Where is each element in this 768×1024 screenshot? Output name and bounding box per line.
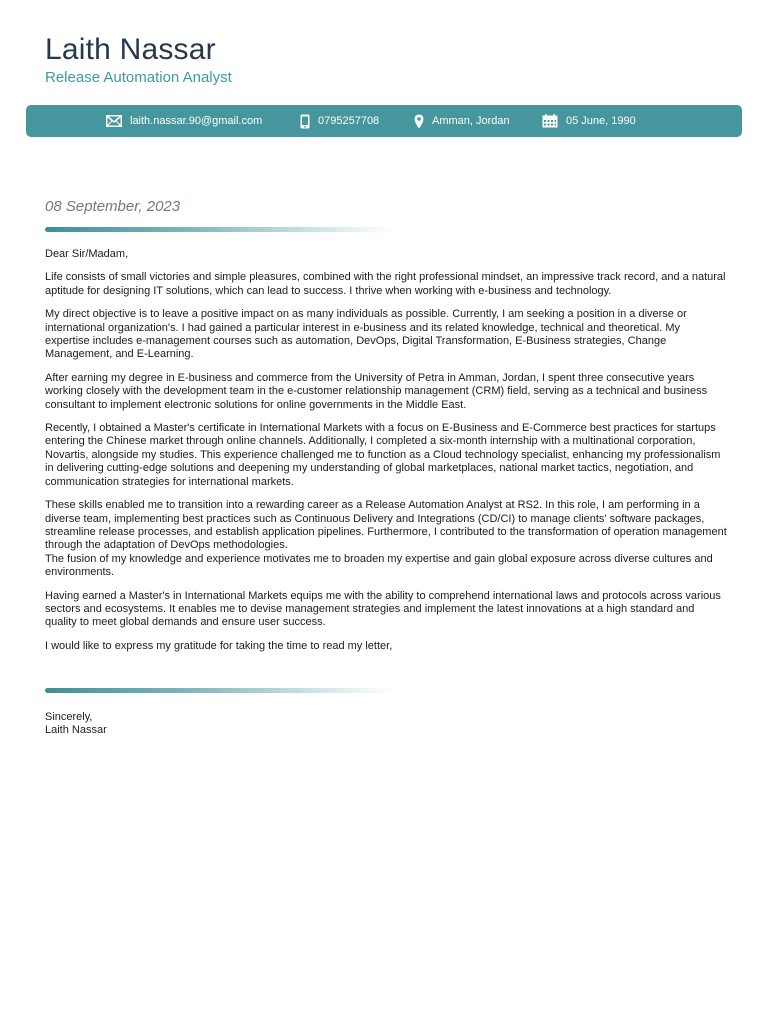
location-text: Amman, Jordan bbox=[432, 115, 510, 127]
paragraph: These skills enabled me to transition into a rewarding career as a Release Automation Analyst at RS2. In this role, I am performing in a diverse team, implementing best practices such as Continuous Delivery and Integrations (CD/CI) to manage clients' software packages, streamline release processes, and establish application pipelines. Furthermore, I contributed to the transformation of operation management through the adaptation of DevOps methodologies. bbox=[45, 499, 727, 552]
birthdate-text: 05 June, 1990 bbox=[566, 115, 636, 127]
job-title: Release Automation Analyst bbox=[45, 69, 232, 86]
paragraph: Recently, I obtained a Master's certificate in International Markets with a focus on E-Business and E-Commerce best practices for startups entering the Chinese market through online channels. Additionally, I completed a six-month internship with a multinational corporation, Novartis, alongside my studies. This experience challenged me to function as a Cloud technology specialist, enhancing my professionalism in delivering cutting-edge solutions and deepening my understanding of global marketplaces, national market tactics, negotiation, and communication strategies for international markets. bbox=[45, 422, 721, 488]
paragraph: My direct objective is to leave a positive impact on as many individuals as possible. Currently, I am seeking a position in a diverse or international organization's. I had gained a particular interest in e-business and its related knowledge, technical and theoretical. My expertise includes e-management courses such as automation, DevOps, Digital Transformation, E-Business strategies, Change Management, and E-Learning. bbox=[45, 308, 687, 361]
letter-body bbox=[45, 248, 727, 663]
contact-phone[interactable] bbox=[300, 105, 379, 137]
applicant-name: Laith Nassar bbox=[45, 33, 216, 66]
paragraph: The fusion of my knowledge and experience motivates me to broaden my expertise and gain global exposure across diverse cultures and environments. bbox=[45, 552, 713, 579]
contact-location bbox=[414, 105, 510, 137]
signature-name: Laith Nassar bbox=[45, 724, 107, 737]
header bbox=[45, 33, 232, 87]
salutation: Dear Sir/Madam, bbox=[45, 248, 129, 260]
closing-paragraph: I would like to express my gratitude for taking the time to read my letter, bbox=[45, 639, 393, 652]
contact-bar bbox=[26, 105, 742, 137]
top-divider bbox=[45, 227, 395, 232]
sign-off: Sincerely, bbox=[45, 711, 93, 723]
paragraph: Having earned a Master's in International Markets equips me with the ability to comprehend international laws and protocols across various sectors and ecosystems. It enables me to devise management strategies and implement the latest innovations at a high standard and quality to meet global demands and ensure user success. bbox=[45, 589, 721, 629]
location-pin-icon bbox=[414, 114, 424, 129]
phone-icon bbox=[300, 114, 310, 129]
contact-email[interactable] bbox=[106, 105, 262, 137]
paragraph: Life consists of small victories and simple pleasures, combined with the right professional mindset, an impressive track record, and a natural aptitude for designing IT solutions, which can lead to success. I thrive when working with e-business and technology. bbox=[45, 271, 726, 297]
sign-off-block bbox=[45, 711, 107, 738]
letter-date: 08 September, 2023 bbox=[45, 198, 181, 215]
paragraph: After earning my degree in E-business and commerce from the University of Petra in Amman, Jordan, I spent three consecutive years working closely with the development team in the e-customer relationship management (CRM) field, serving as a technical and business consultant to implement electronic solutions for online governments in the Middle East. bbox=[45, 371, 708, 411]
contact-birthdate bbox=[542, 105, 636, 137]
phone-text: 0795257708 bbox=[318, 115, 380, 127]
email-text: laith.nassar.90@gmail.com bbox=[130, 115, 263, 127]
bottom-divider bbox=[45, 688, 395, 693]
calendar-icon bbox=[542, 114, 558, 128]
envelope-icon bbox=[106, 115, 122, 127]
